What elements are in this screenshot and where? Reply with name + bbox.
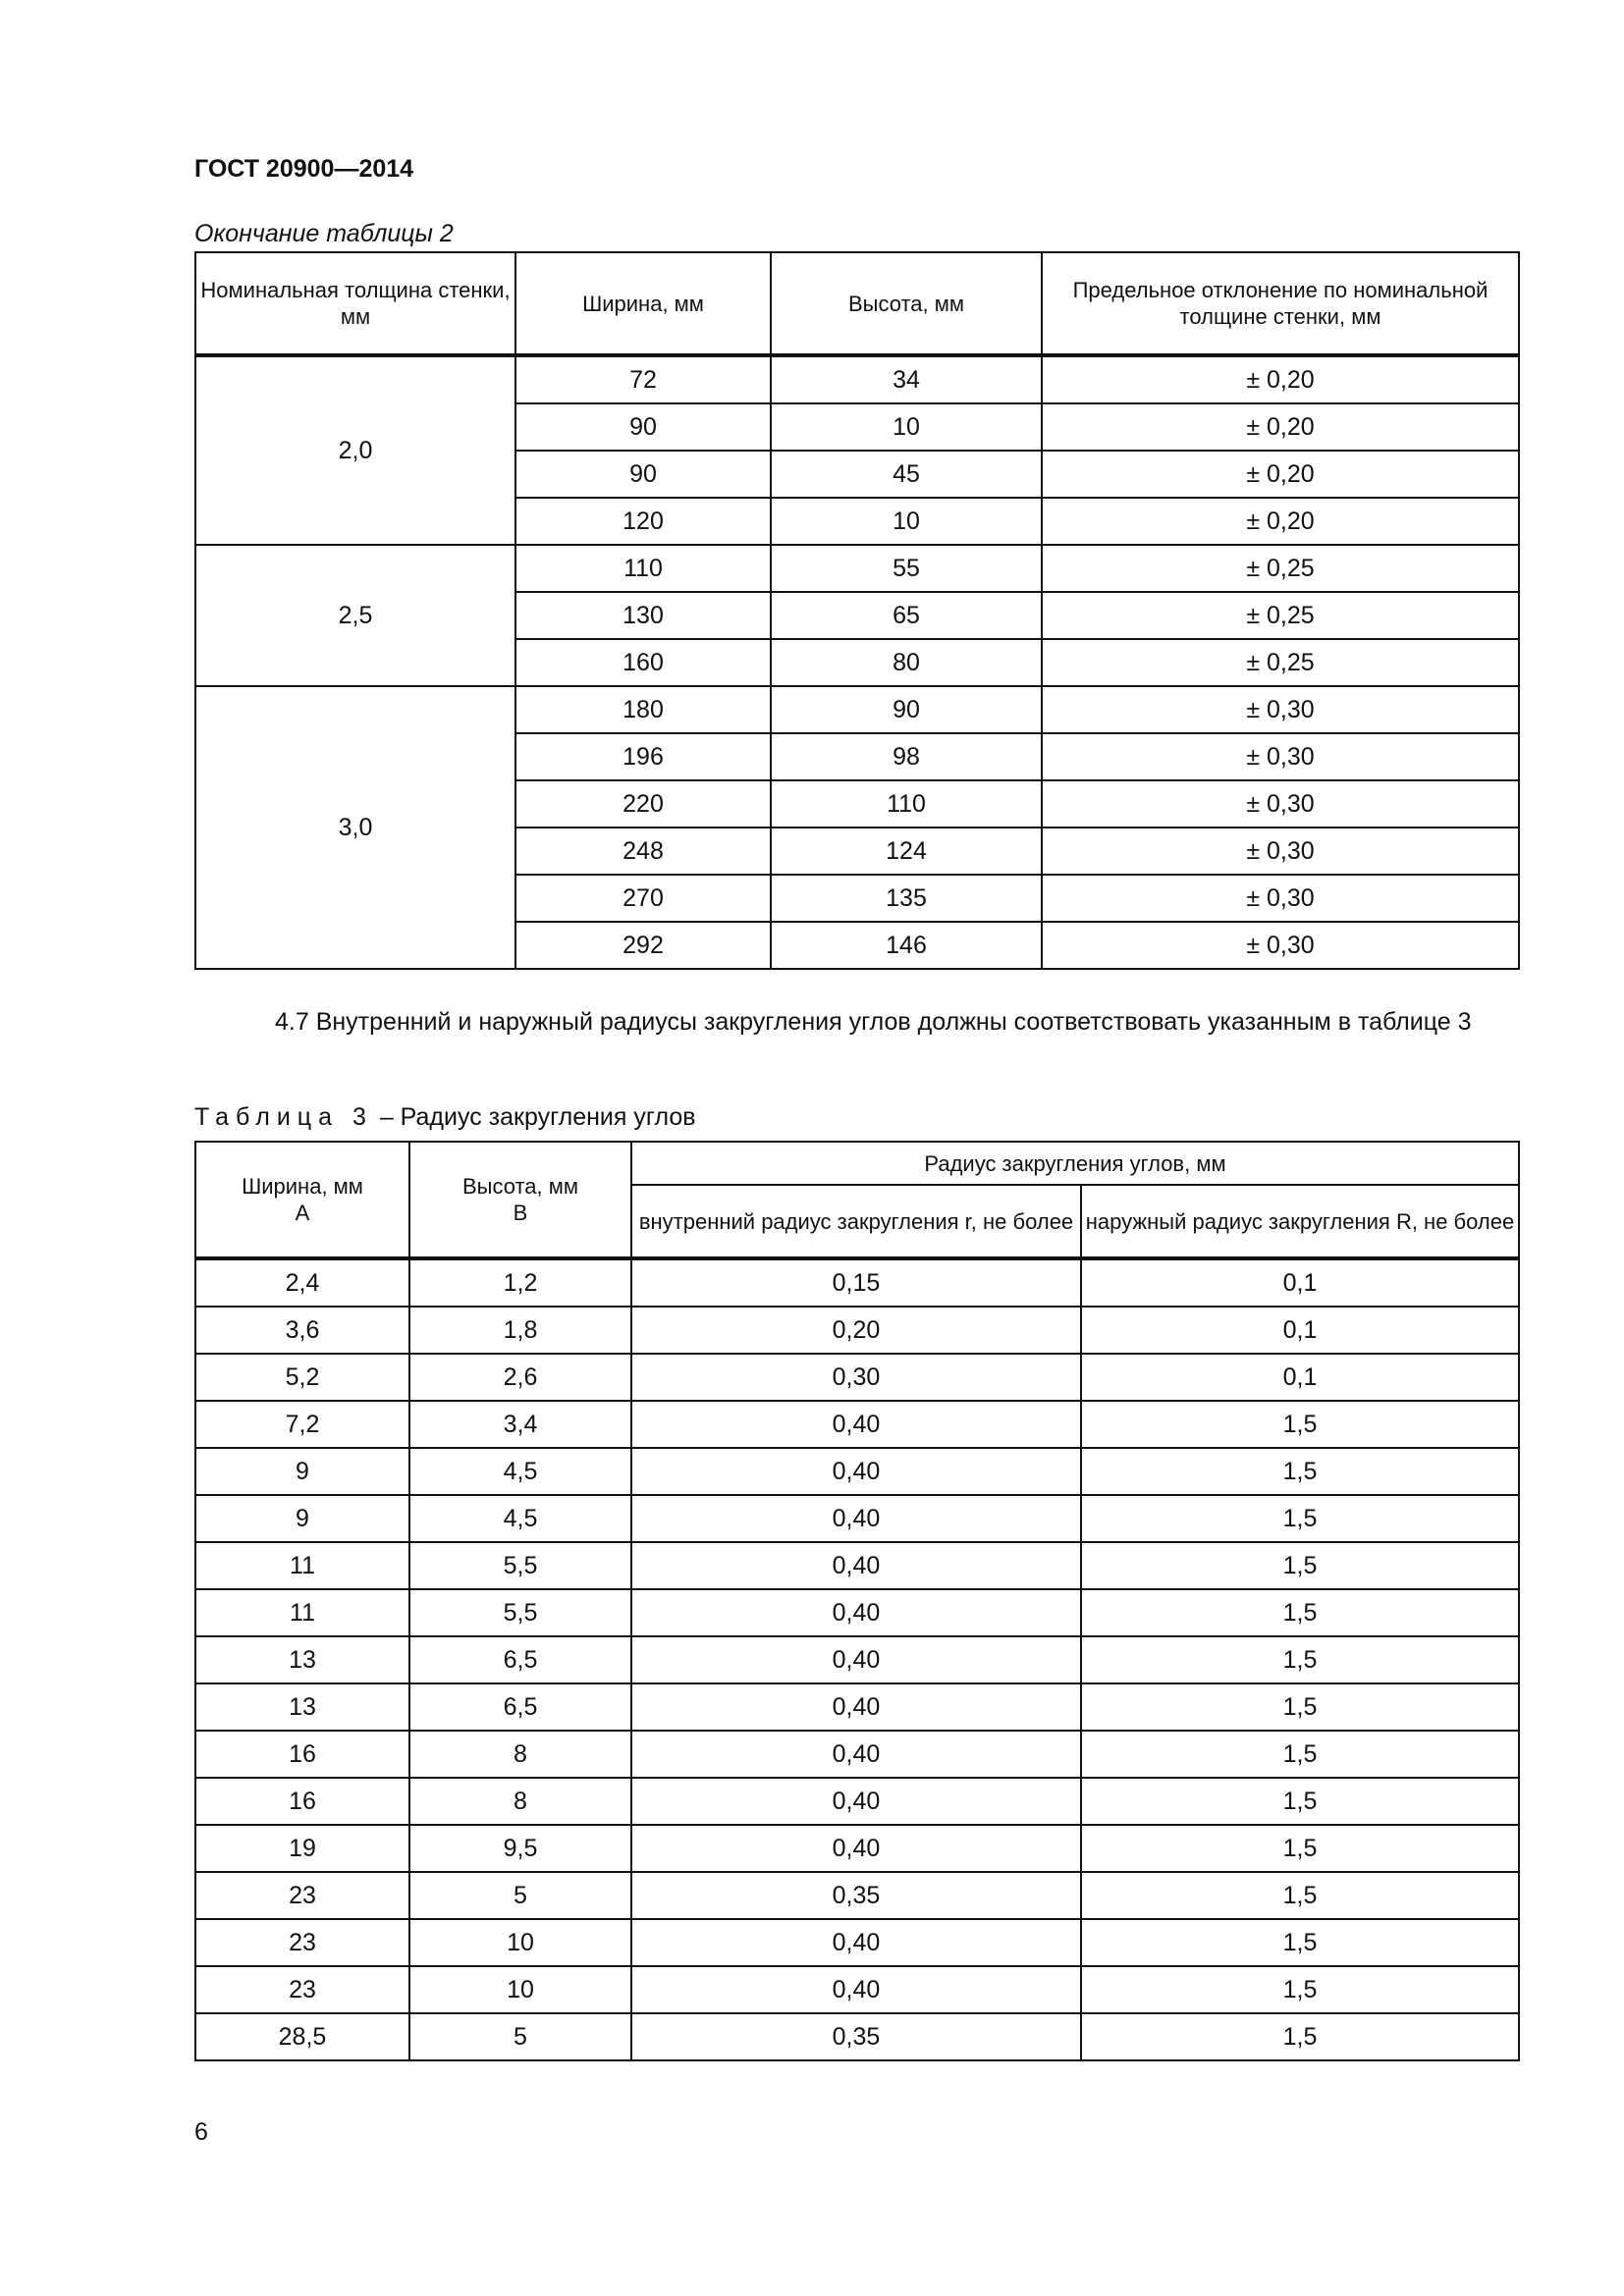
- height-b-cell: 5,5: [409, 1542, 631, 1589]
- width-cell: 72: [515, 355, 771, 403]
- col-header-inner-radius: внутренний радиус закругления r, не более: [631, 1185, 1081, 1258]
- width-cell: 90: [515, 451, 771, 498]
- width-a-cell: 13: [195, 1683, 409, 1731]
- tolerance-cell: ± 0,20: [1042, 498, 1519, 545]
- outer-radius-cell: 1,5: [1081, 1731, 1519, 1778]
- table-row: [195, 1872, 1519, 1919]
- table-row: [195, 1354, 1519, 1401]
- height-cell: 10: [771, 498, 1042, 545]
- width-cell: 220: [515, 780, 771, 828]
- height-b-cell: 1,2: [409, 1258, 631, 1307]
- height-b-cell: 4,5: [409, 1448, 631, 1495]
- width-a-cell: 9: [195, 1448, 409, 1495]
- width-cell: 270: [515, 875, 771, 922]
- table-row: [195, 686, 1519, 733]
- outer-radius-cell: 1,5: [1081, 2013, 1519, 2060]
- width-a-cell: 7,2: [195, 1401, 409, 1448]
- width-cell: 110: [515, 545, 771, 592]
- tolerance-cell: ± 0,25: [1042, 639, 1519, 686]
- table-row: [195, 1919, 1519, 1966]
- tolerance-cell: ± 0,30: [1042, 828, 1519, 875]
- inner-radius-cell: 0,40: [631, 1683, 1081, 1731]
- outer-radius-cell: 1,5: [1081, 1919, 1519, 1966]
- width-a-cell: 23: [195, 1919, 409, 1966]
- width-a-cell: 3,6: [195, 1307, 409, 1354]
- page-number: 6: [194, 2118, 208, 2146]
- inner-radius-cell: 0,40: [631, 1542, 1081, 1589]
- width-a-cell: 16: [195, 1778, 409, 1825]
- outer-radius-cell: 1,5: [1081, 1448, 1519, 1495]
- width-cell: 180: [515, 686, 771, 733]
- document-header: ГОСТ 20900—2014: [194, 155, 414, 183]
- thickness-cell: 3,0: [195, 686, 515, 969]
- height-b-cell: 10: [409, 1919, 631, 1966]
- width-a-cell: 2,4: [195, 1258, 409, 1307]
- outer-radius-cell: 1,5: [1081, 1589, 1519, 1636]
- table-row: [195, 2013, 1519, 2060]
- height-b-cell: 9,5: [409, 1825, 631, 1872]
- table3-caption: [194, 1103, 696, 1132]
- outer-radius-cell: 1,5: [1081, 1495, 1519, 1542]
- inner-radius-cell: 0,35: [631, 1872, 1081, 1919]
- width-a-cell: 16: [195, 1731, 409, 1778]
- table-row: [195, 1448, 1519, 1495]
- outer-radius-cell: 1,5: [1081, 1542, 1519, 1589]
- inner-radius-cell: 0,40: [631, 1731, 1081, 1778]
- outer-radius-cell: 1,5: [1081, 1683, 1519, 1731]
- thickness-cell: 2,5: [195, 545, 515, 686]
- table-row: [195, 1542, 1519, 1589]
- table-2: [194, 251, 1520, 970]
- height-cell: 98: [771, 733, 1042, 780]
- height-b-cell: 6,5: [409, 1683, 631, 1731]
- height-b-cell: 1,8: [409, 1307, 631, 1354]
- table-row: [195, 1825, 1519, 1872]
- inner-radius-cell: 0,15: [631, 1258, 1081, 1307]
- inner-radius-cell: 0,40: [631, 1636, 1081, 1683]
- inner-radius-cell: 0,20: [631, 1307, 1081, 1354]
- paragraph-4-7: 4.7 Внутренний и наружный радиусы закругления углов должны соответствовать указанным в таблице 3: [275, 1008, 1472, 1036]
- table-row: [195, 1731, 1519, 1778]
- tolerance-cell: ± 0,30: [1042, 780, 1519, 828]
- table3-caption-label: Таблица 3: [194, 1103, 373, 1131]
- width-a-cell: 19: [195, 1825, 409, 1872]
- height-cell: 90: [771, 686, 1042, 733]
- outer-radius-cell: 1,5: [1081, 1966, 1519, 2013]
- tolerance-cell: ± 0,25: [1042, 545, 1519, 592]
- table-row: [195, 1307, 1519, 1354]
- height-b-cell: 10: [409, 1966, 631, 2013]
- inner-radius-cell: 0,40: [631, 1589, 1081, 1636]
- width-a-cell: 11: [195, 1542, 409, 1589]
- width-cell: 196: [515, 733, 771, 780]
- height-cell: 65: [771, 592, 1042, 639]
- outer-radius-cell: 1,5: [1081, 1825, 1519, 1872]
- tolerance-cell: ± 0,30: [1042, 922, 1519, 969]
- height-cell: 45: [771, 451, 1042, 498]
- col-header-width: Ширина, мм: [515, 252, 771, 355]
- table3-caption-title: – Радиус закругления углов: [379, 1103, 696, 1131]
- table-row: [195, 1683, 1519, 1731]
- width-a-cell: 5,2: [195, 1354, 409, 1401]
- inner-radius-cell: 0,40: [631, 1448, 1081, 1495]
- table-3: [194, 1141, 1520, 2061]
- tolerance-cell: ± 0,30: [1042, 875, 1519, 922]
- col-header-a: Ширина, мм A: [195, 1142, 409, 1258]
- inner-radius-cell: 0,35: [631, 2013, 1081, 2060]
- height-b-cell: 5,5: [409, 1589, 631, 1636]
- inner-radius-cell: 0,40: [631, 1495, 1081, 1542]
- height-cell: 124: [771, 828, 1042, 875]
- inner-radius-cell: 0,40: [631, 1919, 1081, 1966]
- thickness-cell: 2,0: [195, 355, 515, 545]
- inner-radius-cell: 0,40: [631, 1825, 1081, 1872]
- col-header-thickness: Номинальная толщина стенки, мм: [195, 252, 515, 355]
- height-b-cell: 8: [409, 1731, 631, 1778]
- height-cell: 110: [771, 780, 1042, 828]
- table-row: [195, 1495, 1519, 1542]
- tolerance-cell: ± 0,20: [1042, 451, 1519, 498]
- outer-radius-cell: 1,5: [1081, 1778, 1519, 1825]
- table-row: [195, 545, 1519, 592]
- table-row: [195, 1589, 1519, 1636]
- col-header-height: Высота, мм: [771, 252, 1042, 355]
- width-cell: 90: [515, 403, 771, 451]
- col-header-radius-group: Радиус закругления углов, мм: [631, 1142, 1519, 1185]
- outer-radius-cell: 0,1: [1081, 1354, 1519, 1401]
- height-cell: 34: [771, 355, 1042, 403]
- table2-caption: Окончание таблицы 2: [194, 220, 454, 247]
- width-cell: 248: [515, 828, 771, 875]
- height-cell: 135: [771, 875, 1042, 922]
- height-b-cell: 5: [409, 1872, 631, 1919]
- table-row: [195, 1401, 1519, 1448]
- inner-radius-cell: 0,30: [631, 1354, 1081, 1401]
- outer-radius-cell: 1,5: [1081, 1636, 1519, 1683]
- height-b-cell: 8: [409, 1778, 631, 1825]
- height-b-cell: 4,5: [409, 1495, 631, 1542]
- width-a-cell: 28,5: [195, 2013, 409, 2060]
- col-header-b: Высота, мм B: [409, 1142, 631, 1258]
- width-a-cell: 13: [195, 1636, 409, 1683]
- tolerance-cell: ± 0,30: [1042, 686, 1519, 733]
- outer-radius-cell: 1,5: [1081, 1401, 1519, 1448]
- outer-radius-cell: 0,1: [1081, 1307, 1519, 1354]
- col-header-tolerance: Предельное отклонение по номинальной толщине стенки, мм: [1042, 252, 1519, 355]
- height-b-cell: 5: [409, 2013, 631, 2060]
- col-header-outer-radius: наружный радиус закругления R, не более: [1081, 1185, 1519, 1258]
- height-cell: 146: [771, 922, 1042, 969]
- width-a-cell: 9: [195, 1495, 409, 1542]
- width-cell: 292: [515, 922, 771, 969]
- width-cell: 160: [515, 639, 771, 686]
- outer-radius-cell: 1,5: [1081, 1872, 1519, 1919]
- height-b-cell: 3,4: [409, 1401, 631, 1448]
- width-a-cell: 23: [195, 1872, 409, 1919]
- outer-radius-cell: 0,1: [1081, 1258, 1519, 1307]
- height-cell: 10: [771, 403, 1042, 451]
- inner-radius-cell: 0,40: [631, 1401, 1081, 1448]
- tolerance-cell: ± 0,20: [1042, 355, 1519, 403]
- height-cell: 80: [771, 639, 1042, 686]
- tolerance-cell: ± 0,20: [1042, 403, 1519, 451]
- height-b-cell: 6,5: [409, 1636, 631, 1683]
- width-cell: 130: [515, 592, 771, 639]
- table-row: [195, 1966, 1519, 2013]
- tolerance-cell: ± 0,30: [1042, 733, 1519, 780]
- table-row: [195, 355, 1519, 403]
- inner-radius-cell: 0,40: [631, 1778, 1081, 1825]
- table-row: [195, 1778, 1519, 1825]
- tolerance-cell: ± 0,25: [1042, 592, 1519, 639]
- width-a-cell: 11: [195, 1589, 409, 1636]
- table-row: [195, 1636, 1519, 1683]
- inner-radius-cell: 0,40: [631, 1966, 1081, 2013]
- height-b-cell: 2,6: [409, 1354, 631, 1401]
- width-a-cell: 23: [195, 1966, 409, 2013]
- width-cell: 120: [515, 498, 771, 545]
- height-cell: 55: [771, 545, 1042, 592]
- table-row: [195, 1258, 1519, 1307]
